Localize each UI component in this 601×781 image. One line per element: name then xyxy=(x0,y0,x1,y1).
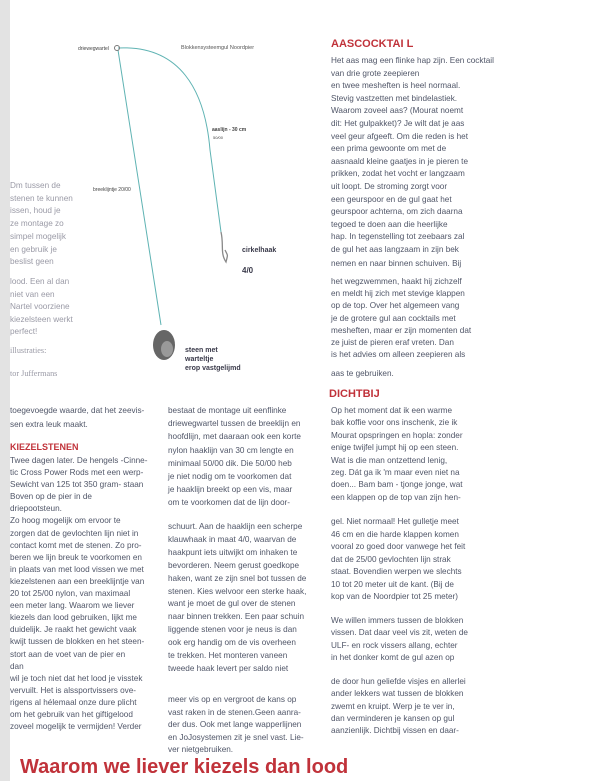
text-line: want je moet de gul over de stenen xyxy=(168,599,296,609)
text-line: tegoed te doen aan die heerlijke xyxy=(331,219,448,229)
hook-label: cirkelhaak xyxy=(242,247,277,254)
text-line: aanzienlijk. Dichtbij vissen en daar- xyxy=(331,726,459,736)
text-line: Wat is die man ontzettend lenig, xyxy=(331,455,448,465)
text-line: ook erg handig om de vis overheen xyxy=(168,638,296,648)
text-line: Zo hoog mogelijk om ervoor te xyxy=(10,516,121,526)
left-intro: toegevoegde waarde, dat het zeevis- sen extra leuk maakt. xyxy=(10,406,145,429)
left-top-paragraph-2: lood. Een al dan niet van een Nartel voorziene kiezelsteen werkt perfect! xyxy=(10,277,73,336)
text-line: liggende stenen voor je neus is dan xyxy=(168,625,297,635)
text-line: bevorderen. Neem gerust goedkope xyxy=(168,560,300,570)
text-line: dan verminderen je kansen op gul xyxy=(331,713,455,723)
text-line: dat de 25/00 gevlochten lijn strak xyxy=(331,554,451,564)
text-line: contact komt met de stenen. Zo pro- xyxy=(10,540,142,550)
text-line: gel. Niet normaal! Het gulletje meet xyxy=(331,517,459,526)
text-line: minimaal 50/00 dik. Die 50/00 heb xyxy=(168,458,292,468)
text-line: hoofdlijn, met daaraan ook een korte xyxy=(168,432,301,442)
hooklink-sub: 50/00 xyxy=(213,135,224,140)
middle-paragraph-3 xyxy=(168,694,304,757)
text-line: aasnaald kleine gaatjes in je pieren te xyxy=(331,156,469,166)
text-line: ze juist de pieren eraf vreten. Dan xyxy=(331,338,454,348)
text-line: van drie grote zeepieren xyxy=(331,68,420,78)
text-line: nylon haaklijn van 30 cm lengte en xyxy=(168,445,294,455)
right-paragraph-4: aas te gebruiken. xyxy=(331,369,394,378)
dichtbij-paragraph-4 xyxy=(331,676,466,737)
text-line: beren we lijn breuk te voorkomen en xyxy=(10,552,142,562)
text-line: een prima gewoonte om met de xyxy=(331,144,447,154)
text-line: en JoJosystemen zit je snel vast. Lie- xyxy=(168,732,304,742)
text-line: zwemt en kruipt. Werp je te ver in, xyxy=(331,701,455,711)
text-line: meer vis op en vergroot de kans op xyxy=(168,695,297,704)
text-line: vooral zo goed door vanwege het feit xyxy=(331,542,466,551)
text-line: doen... Bam bam - tjonge jonge, wat xyxy=(331,480,463,490)
text-line: je de grotere gul aan cocktails met xyxy=(331,313,456,323)
text-line: Sewicht van 125 tot 350 gram- staan xyxy=(10,480,144,490)
text-line: de gul het aas langzaam in zijn bek xyxy=(331,244,459,254)
text-line: zoveel mogelijk te vermijden! Verder xyxy=(10,722,142,732)
left-body xyxy=(10,455,147,733)
text-line: vast raken in de stenen.Geen aanra- xyxy=(168,707,301,717)
text-line: te trekken. Het monteren vaneen xyxy=(168,651,288,661)
text-line: driewegwartel tussen de breeklijn en xyxy=(168,419,301,429)
text-line: der dus. Ook met lange wapperlijnen xyxy=(168,720,302,729)
text-line: Stevig vastzetten met bindelastiek. xyxy=(331,93,458,103)
text-line: je niet nodig om te voorkomen dat xyxy=(168,472,292,482)
text-line: staat. Bovendien werpen we slechts xyxy=(331,567,462,576)
text-line: kiezels dan lood gebruiken, lijkt me xyxy=(10,613,137,623)
text-line: 10 tot 20 meter uit de kant. (Bij de xyxy=(331,579,454,589)
hooklink-label: aaslijn - 30 cm xyxy=(212,127,247,133)
text-line: Op het moment dat ik een warme xyxy=(331,406,453,415)
text-line: kwijt tussen de blokken en het steen- xyxy=(10,637,145,647)
text-line: naar binnen trekken. Een paar schuin xyxy=(168,612,305,622)
right-paragraph-3 xyxy=(331,276,471,349)
hooklink-line xyxy=(118,48,224,232)
text-line: de door hun geliefde visjes en allerlei xyxy=(331,677,466,686)
text-line: bak koffie voor ons inschenk, zie ik xyxy=(331,418,458,428)
text-line: een klappen op de top van zijn hen- xyxy=(331,492,461,502)
right-paragraph-2: nemen en naar binnen schuiven. Bij xyxy=(331,259,462,268)
text-line: Het aas mag een flinke hap zijn. Een cocktail xyxy=(331,56,494,65)
text-line: driepootsteun. xyxy=(10,504,62,514)
text-line: je haaklijn breekt op een vis, maar xyxy=(168,485,293,495)
heading-kiezelstenen: KIEZELSTENEN xyxy=(10,442,79,452)
text-line: haken, want ze zijn snel bot tussen de xyxy=(168,573,307,583)
text-line: in plaats van met lood vissen we met xyxy=(10,564,144,574)
text-line: stort aan de voet van de pier en xyxy=(10,649,126,659)
text-line: We willen immers tussen de blokken xyxy=(331,616,464,625)
text-line: enige twijfel jumpt hij op een steen. xyxy=(331,443,459,453)
text-line: veel geur afgeeft. Om die reden is het xyxy=(331,131,468,141)
swivel-label: driewegwartel xyxy=(78,46,109,52)
dichtbij-paragraph-1 xyxy=(331,405,463,504)
text-line: zeg. Dát ga ik 'm maar even niet na xyxy=(331,468,460,478)
right-paragraph-1 xyxy=(331,55,494,257)
text-line: tic Cross Power Rods met een werp- xyxy=(10,468,144,478)
text-line: prikken, zodat het vocht er langzaam xyxy=(331,169,465,179)
page-title: Waarom we liever kiezels dan lood xyxy=(20,756,349,778)
credit-label: illustraties: xyxy=(10,346,47,355)
text-line: ULF- en rock vissers allang, echter xyxy=(331,640,458,650)
dichtbij-paragraph-3 xyxy=(331,615,468,664)
text-line: haakpunt iets uitwijkt om inhaken te xyxy=(168,547,298,557)
text-line: Twee dagen later. De hengels -Cinne- xyxy=(10,456,148,465)
text-line: ver nietgebruiken. xyxy=(168,745,234,754)
text-line: stenen. Kies welvoor een sterke haak, xyxy=(168,586,307,596)
dichtbij-paragraph-2 xyxy=(331,516,465,604)
text-line: Waarom zoveel aas? (Mourat noemt xyxy=(331,106,464,116)
text-line: ander lekkers wat tussen de blokken xyxy=(331,689,464,699)
text-line: 20 tot 25/00 nylon, van maximaal xyxy=(10,589,131,599)
text-line: rigens al hélemaal onze dure plicht xyxy=(10,697,137,707)
text-line: uit loopt. De stroming zorgt voor xyxy=(331,181,448,191)
text-line: het wegzwemmen, haakt hij zichzelf xyxy=(331,277,462,286)
text-line: schuurt. Aan de haaklijn een scherpe xyxy=(168,522,303,531)
text-line: en twee mesheften is heel normaal. xyxy=(331,81,461,91)
hook-size-label: 4/0 xyxy=(242,266,254,275)
text-line: kop van de Noordpier tot 25 meter) xyxy=(331,592,458,601)
heading-aascocktail: AASCOCKTAI L xyxy=(331,38,414,50)
left-top-paragraph-1: Dm tussen de stenen te kunnen issen, houd je ze montage zo simpel mogelijk en gebruik je beslist geen xyxy=(10,181,73,267)
text-line: vissen. Dat daar veel vis zit, weten de xyxy=(331,628,468,638)
text-line: dit: Het gulpakket)? Je wilt dat je aas xyxy=(331,118,465,128)
text-line: Boven op de pier in de xyxy=(10,492,92,502)
text-line: kiezelstenen aan een breeklijntje van xyxy=(10,576,145,586)
middle-paragraph-1 xyxy=(168,404,301,510)
text-line: wil je toch niet dat het lood je visstek xyxy=(10,673,143,683)
credit-name: tor Juffermans xyxy=(10,369,58,378)
diagram-title: Blokkensysteemgul Noordpier xyxy=(181,45,255,51)
text-line: dan xyxy=(10,661,24,671)
text-line: een geurspoor en de gul gaat het xyxy=(331,194,452,204)
middle-paragraph-2 xyxy=(168,521,306,676)
heading-dichtbij: DICHTBIJ xyxy=(329,388,380,400)
text-line: 46 cm en die harde klappen komen xyxy=(331,529,459,539)
text-line: in het donker komt de gul azen op xyxy=(331,652,455,662)
right-paragraph-3b: is het advies om alleen zeepieren als xyxy=(331,350,466,359)
text-line: tweede haak levert per saldo niet xyxy=(168,663,289,673)
text-line: mesheften, maar er zijn momenten dat xyxy=(331,325,472,335)
text-line: op de top. Over het algemeen vang xyxy=(331,301,460,311)
text-line: klauwhaak in maat 4/0, waarvan de xyxy=(168,534,297,544)
text-line: om het gebruik van het giftigelood xyxy=(10,709,133,719)
hook-icon xyxy=(221,232,227,262)
text-line: een meter lang. Waarom we liever xyxy=(10,601,135,611)
text-line: om te voorkomen dat de lijn door- xyxy=(168,498,290,508)
text-line: vervuilt. Het is alssportvissers ove- xyxy=(10,685,137,695)
stone-label: steen met warteltje erop vastgelijmd xyxy=(185,347,241,372)
text-line: Mourat opspringen en hopla: zonder xyxy=(331,430,463,440)
text-line: duidelijk. Je raakt het gewicht vaak xyxy=(10,625,137,635)
text-line: bestaat de montage uit eenflinke xyxy=(168,406,287,415)
breakline-label: breeklijntje 20/00 xyxy=(93,187,131,193)
text-line: hap. In tegenstelling tot zeebaars zal xyxy=(331,232,465,242)
text-line: geurspoor achterna, om zich daarna xyxy=(331,207,463,217)
text-line: zorgen dat de gevlochten lijn niet in xyxy=(10,528,139,538)
text-line: en meldt hij zich met stevige klappen xyxy=(331,289,465,299)
